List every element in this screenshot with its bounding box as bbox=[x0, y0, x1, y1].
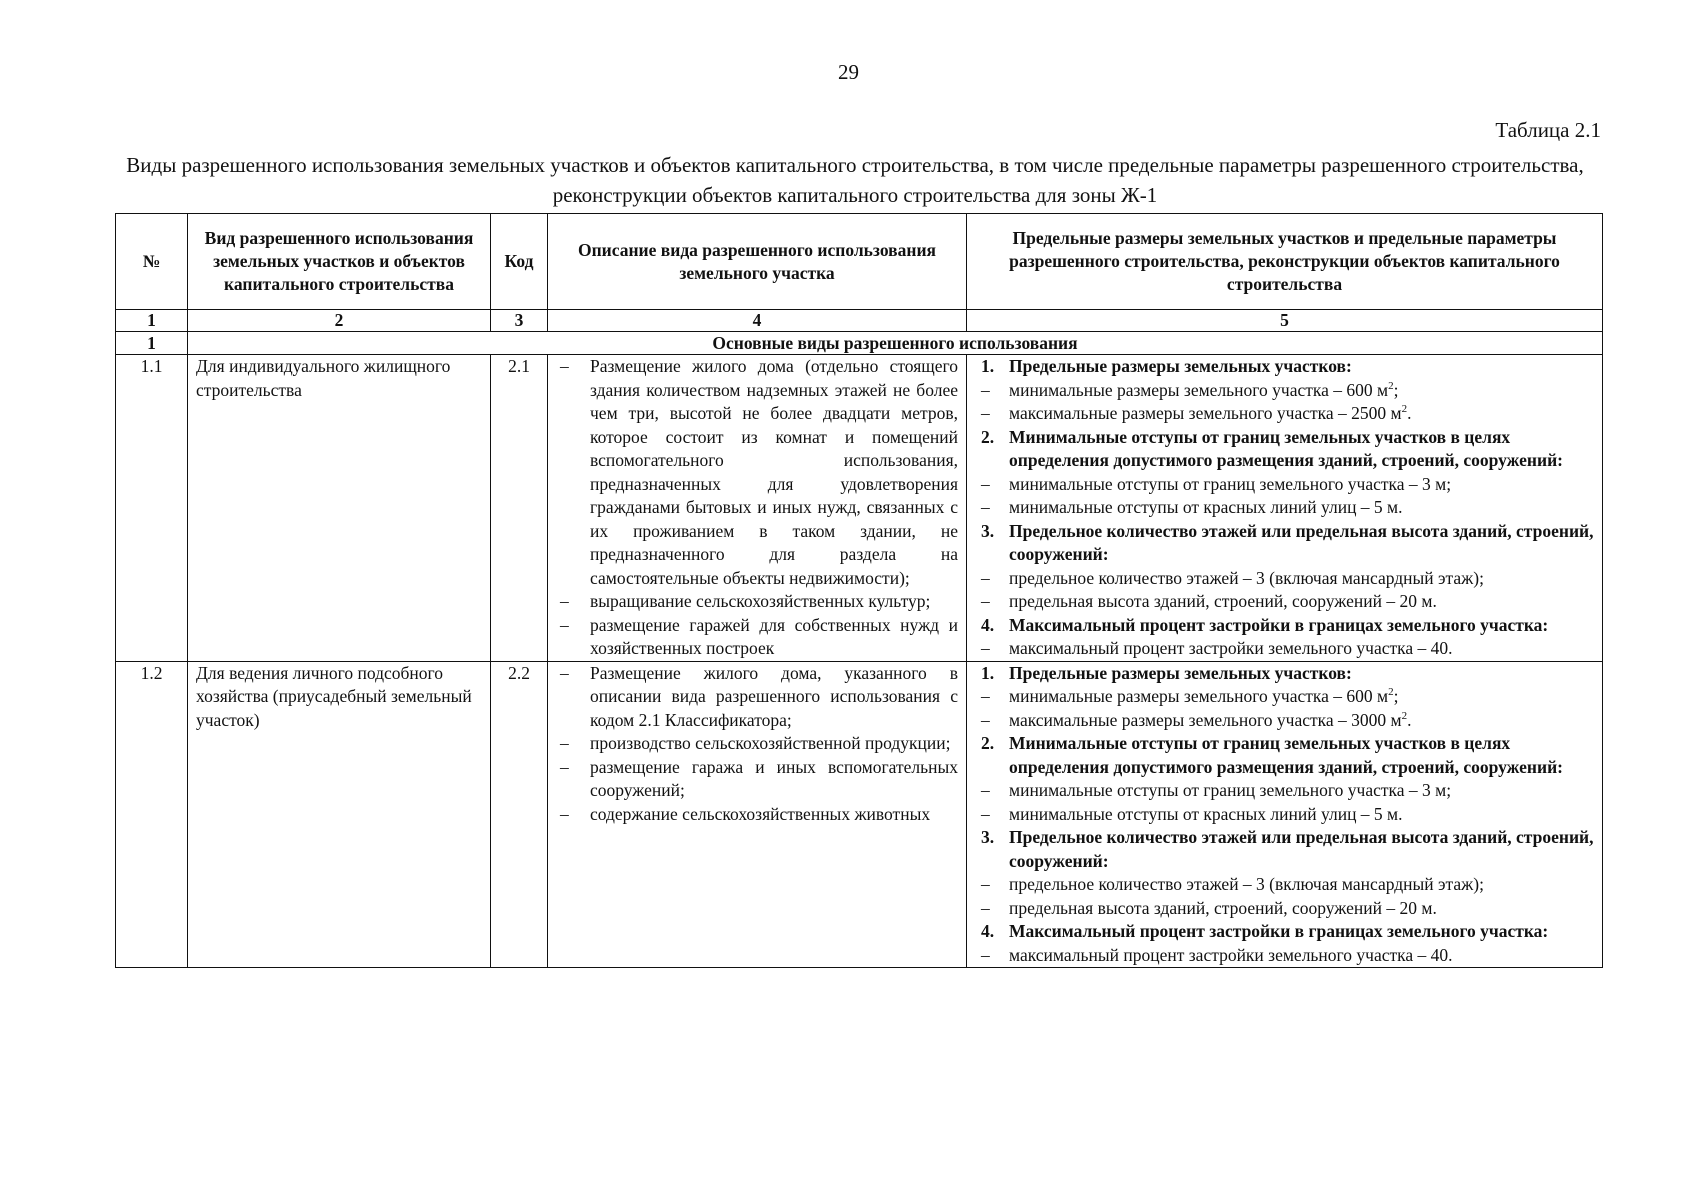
limit-item-text: минимальные отступы от границ земельного участка – 3 м; bbox=[1009, 473, 1452, 494]
limit-group-text: Максимальный процент застройки в границах земельного участка: bbox=[1009, 921, 1549, 941]
limit-item-end: ; bbox=[1393, 379, 1399, 400]
limit-item bbox=[975, 685, 1594, 709]
limit-group-title bbox=[975, 614, 1594, 638]
limit-item-sup: 2 bbox=[1401, 709, 1408, 722]
limit-item-sup: 2 bbox=[1388, 379, 1394, 392]
limit-item-text: максимальные размеры земельного участка – 2500 м bbox=[1009, 403, 1402, 423]
limit-item-end: . bbox=[1407, 709, 1412, 730]
limit-group-title bbox=[975, 426, 1594, 473]
limit-group-text: Минимальные отступы от границ земельных участков в целях определения допустимого размещения зданий, строений, сооружений: bbox=[1009, 426, 1563, 470]
row-limits bbox=[967, 355, 1603, 662]
header-no: № bbox=[116, 214, 188, 310]
limit-item-sup: 2 bbox=[1401, 403, 1408, 416]
row-code: 2.2 bbox=[491, 661, 548, 968]
limit-item bbox=[975, 944, 1594, 968]
column-number: 4 bbox=[548, 310, 967, 332]
header-limits: Предельные размеры земельных участков и предельные параметры разрешенного строительства, реконструкции объектов капитального строительства bbox=[967, 214, 1603, 310]
limit-item-sup: 2 bbox=[1388, 686, 1394, 699]
limit-item-text: минимальные размеры земельного участка – 600 м bbox=[1009, 686, 1389, 706]
limit-group-text: Минимальные отступы от границ земельных участков в целях определения допустимого размещения зданий, строений, сооружений: bbox=[1009, 733, 1563, 777]
column-number: 5 bbox=[967, 310, 1603, 332]
limit-item-text: предельная высота зданий, строений, сооружений – 20 м. bbox=[1009, 591, 1437, 611]
section-row bbox=[116, 332, 1603, 355]
limit-item-text: максимальный процент застройки земельного участка – 40. bbox=[1009, 944, 1453, 965]
limit-item bbox=[975, 897, 1594, 921]
limit-item bbox=[975, 637, 1594, 661]
limit-group-number: 4. bbox=[981, 921, 995, 941]
row-limits bbox=[967, 661, 1603, 968]
limit-group-number: 3. bbox=[981, 827, 995, 847]
table-row bbox=[116, 661, 1603, 968]
limit-item-text: предельное количество этажей – 3 (включая мансардный этаж); bbox=[1009, 567, 1484, 588]
limit-item bbox=[975, 473, 1594, 497]
section-no: 1 bbox=[116, 332, 188, 355]
limit-group-title bbox=[975, 732, 1594, 779]
description-item: – Размещение жилого дома, указанного в описании вида разрешенного использования с кодом 2.1 Классификатора; bbox=[556, 662, 958, 733]
limit-item-text: максимальный процент застройки земельного участка – 40. bbox=[1009, 638, 1453, 658]
limit-group-number: 2. bbox=[981, 426, 995, 447]
limit-item-text: предельная высота зданий, строений, сооружений – 20 м. bbox=[1009, 897, 1437, 918]
limit-item-text: минимальные отступы от красных линий улиц – 5 м. bbox=[1009, 497, 1403, 517]
limit-group-text: Предельное количество этажей или предельная высота зданий, строений, сооружений: bbox=[1009, 520, 1594, 564]
limit-group-number: 1. bbox=[981, 356, 995, 376]
description-item: – Размещение жилого дома (отдельно стоящего здания количеством надземных этажей не более чем три, высотой не более двадцати метров, которое состоит из комнат и помещений вспомогательного использования, предназначенных для удовлетворения гражданами бытовых и иных нужд, связанных с их проживанием в таком здании, не предназначенного для раздела на самостоятельные объекты недвижимости); bbox=[556, 355, 958, 590]
description-item: – содержание сельскохозяйственных животных bbox=[556, 803, 958, 827]
header-row bbox=[116, 214, 1603, 310]
column-number: 1 bbox=[116, 310, 188, 332]
limit-item bbox=[975, 402, 1594, 426]
limit-group-text: Предельное количество этажей или предельная высота зданий, строений, сооружений: bbox=[1009, 827, 1594, 871]
limit-item bbox=[975, 496, 1594, 520]
description-item: – размещение гаражей для собственных нужд и хозяйственных построек bbox=[556, 614, 958, 661]
description-item: – выращивание сельскохозяйственных культур; bbox=[556, 590, 958, 614]
column-numbers-row bbox=[116, 310, 1603, 332]
limit-group-title bbox=[975, 920, 1594, 944]
description-item: – производство сельскохозяйственной продукции; bbox=[556, 732, 958, 756]
limit-group-title bbox=[975, 826, 1594, 873]
zoning-table bbox=[115, 213, 1603, 968]
row-description bbox=[548, 661, 967, 968]
description-item: – размещение гаража и иных вспомогательных сооружений; bbox=[556, 756, 958, 803]
limit-item bbox=[975, 779, 1594, 803]
limit-group-title bbox=[975, 662, 1594, 686]
limit-item bbox=[975, 709, 1594, 733]
limit-item bbox=[975, 803, 1594, 827]
table-label: Таблица 2.1 bbox=[1495, 118, 1601, 142]
header-code: Код bbox=[491, 214, 548, 310]
limit-item bbox=[975, 567, 1594, 591]
column-number: 2 bbox=[188, 310, 491, 332]
limit-item bbox=[975, 379, 1594, 403]
header-desc: Описание вида разрешенного использования земельного участка bbox=[548, 214, 967, 310]
limit-item bbox=[975, 590, 1594, 614]
limit-group-number: 4. bbox=[981, 614, 995, 635]
row-description bbox=[548, 355, 967, 662]
table-row bbox=[116, 355, 1603, 662]
limit-group-text: Предельные размеры земельных участков: bbox=[1009, 662, 1352, 683]
section-title: Основные виды разрешенного использования bbox=[188, 332, 1603, 355]
header-kind: Вид разрешенного использования земельных участков и объектов капитального строительства bbox=[188, 214, 491, 310]
row-code: 2.1 bbox=[491, 355, 548, 662]
limit-item-text: максимальные размеры земельного участка – 3000 м bbox=[1009, 709, 1402, 730]
limit-item-end: ; bbox=[1393, 686, 1399, 706]
limit-group-title bbox=[975, 520, 1594, 567]
row-number: 1.2 bbox=[116, 661, 188, 968]
limit-group-text: Максимальный процент застройки в границах земельного участка: bbox=[1009, 614, 1549, 635]
limit-item bbox=[975, 873, 1594, 897]
limit-item-text: минимальные отступы от границ земельного участка – 3 м; bbox=[1009, 780, 1452, 800]
limit-item-text: минимальные размеры земельного участка – 600 м bbox=[1009, 379, 1389, 400]
limit-group-number: 3. bbox=[981, 520, 995, 541]
limit-group-title bbox=[975, 355, 1594, 379]
limit-item-end: . bbox=[1407, 403, 1412, 423]
limit-item-text: предельное количество этажей – 3 (включая мансардный этаж); bbox=[1009, 874, 1484, 894]
limit-group-text: Предельные размеры земельных участков: bbox=[1009, 356, 1352, 376]
row-number: 1.1 bbox=[116, 355, 188, 662]
row-kind: Для индивидуального жилищного строительства bbox=[188, 355, 491, 662]
limit-item-text: минимальные отступы от красных линий улиц – 5 м. bbox=[1009, 803, 1403, 824]
row-kind: Для ведения личного подсобного хозяйства (приусадебный земельный участок) bbox=[188, 661, 491, 968]
table-title: Виды разрешенного использования земельных участков и объектов капитального строительства, в том числе предельные параметры разрешенного строительства, реконструкции объектов капитального строительства для зоны Ж-1 bbox=[126, 153, 1584, 207]
limit-group-number: 2. bbox=[981, 733, 995, 753]
page-number: 29 bbox=[838, 60, 859, 84]
column-number: 3 bbox=[491, 310, 548, 332]
limit-group-number: 1. bbox=[981, 662, 995, 683]
